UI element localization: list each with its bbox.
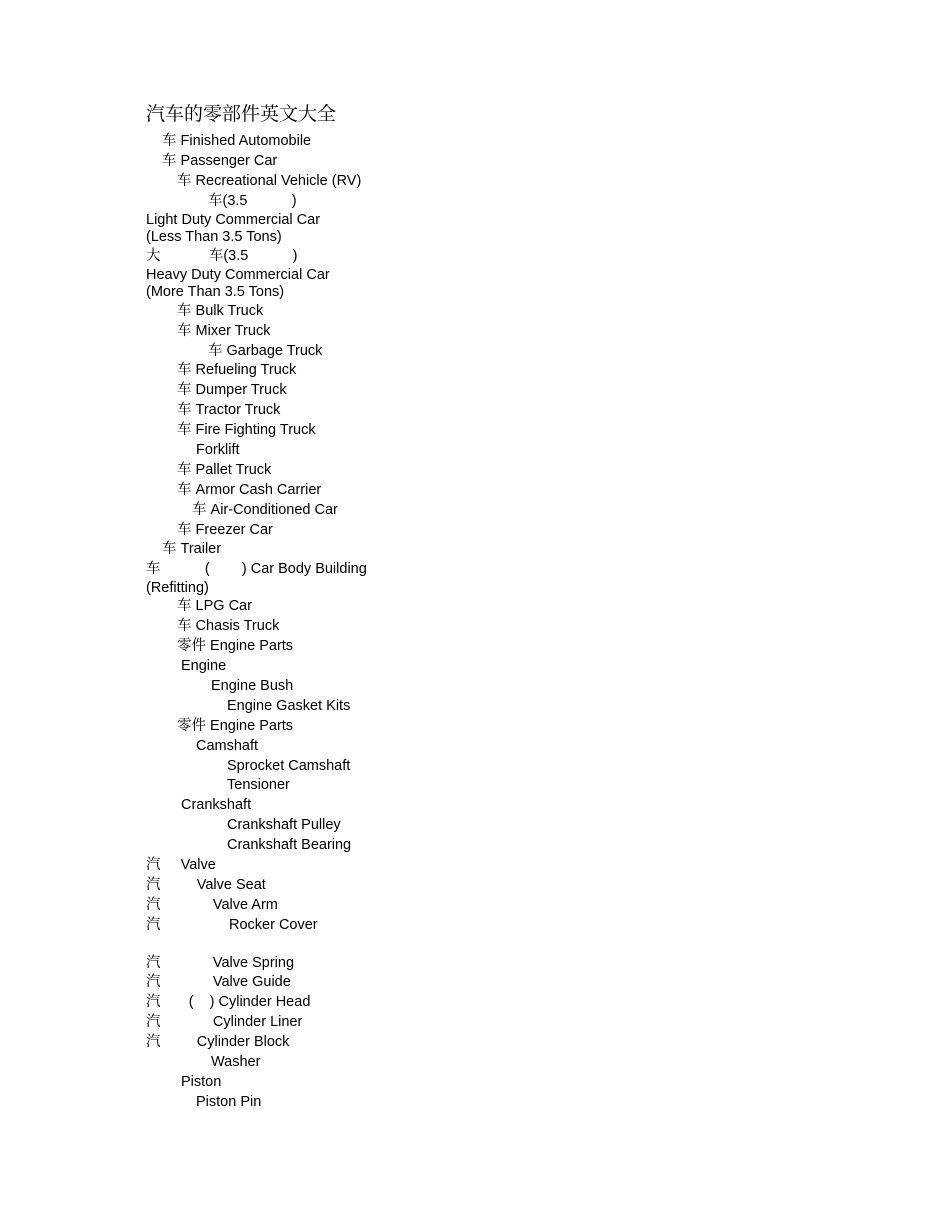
list-item: 车 Passenger Car [162,153,278,169]
list-item: Washer [211,1054,261,1070]
document-title: 汽车的零部件英文大全 [146,104,337,125]
list-item: 车(3.5 ) [208,193,297,209]
list-item: 车 Bulk Truck [177,303,264,319]
list-item: 车 LPG Car [177,598,252,614]
list-item: Crankshaft [181,797,252,813]
list-item: (More Than 3.5 Tons) [146,284,285,300]
list-item: Sprocket Camshaft [227,758,351,774]
list-item: 车 Fire Fighting Truck [177,422,316,438]
list-item: 零件 Engine Parts [177,718,294,734]
list-item: Engine [181,658,227,674]
list-item: Piston [181,1074,222,1090]
list-item: 车 Freezer Car [177,522,273,538]
list-item: 汽 Cylinder Block [146,1034,290,1050]
list-item: 汽 ( ) Cylinder Head [146,994,311,1010]
list-item: 车 Dumper Truck [177,382,287,398]
list-item: Forklift [196,442,240,458]
list-item: Engine Bush [211,678,294,694]
list-item: 车 Refueling Truck [177,362,297,378]
list-item: 车 Mixer Truck [177,323,271,339]
list-item: 车 Chasis Truck [177,618,280,634]
list-item: 汽 Valve [146,857,216,873]
list-item: 车 Pallet Truck [177,462,272,478]
list-item: 车 Recreational Vehicle (RV) [177,173,362,189]
list-item: Piston Pin [196,1094,262,1110]
list-item: Tensioner [227,777,290,793]
list-item: 汽 Rocker Cover [146,917,318,933]
list-item: 大 车(3.5 ) [146,248,298,264]
list-item: 车 Air-Conditioned Car [192,502,338,518]
list-item: (Less Than 3.5 Tons) [146,229,282,245]
list-item: Light Duty Commercial Car [146,212,321,228]
list-item: Heavy Duty Commercial Car [146,267,330,283]
list-item: 车 Armor Cash Carrier [177,482,322,498]
list-item: 车 Garbage Truck [208,343,323,359]
list-item: 车 ( ) Car Body Building [146,561,367,577]
list-item: 车 Tractor Truck [177,402,281,418]
list-item: 汽 Valve Spring [146,955,295,971]
list-item: 汽 Valve Arm [146,897,278,913]
list-item: Crankshaft Pulley [227,817,341,833]
list-item: Crankshaft Bearing [227,837,352,853]
list-item: Engine Gasket Kits [227,698,351,714]
list-item: 车 Trailer [162,541,222,557]
list-item: 汽 Cylinder Liner [146,1014,303,1030]
list-item: 汽 Valve Seat [146,877,266,893]
list-item: 车 Finished Automobile [162,133,312,149]
list-item: 零件 Engine Parts [177,638,294,654]
list-item: Camshaft [196,738,259,754]
list-item: (Refitting) [146,580,209,596]
list-item: 汽 Valve Guide [146,974,291,990]
